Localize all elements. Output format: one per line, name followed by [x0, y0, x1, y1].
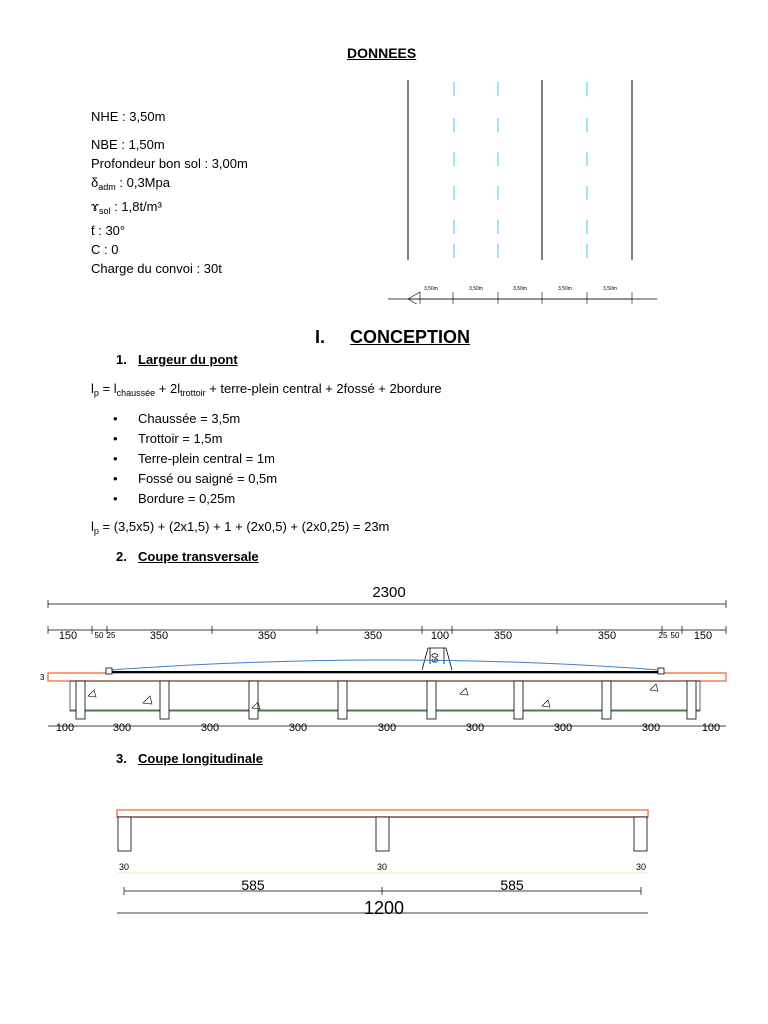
nbe-value: NBE : 1,50m [91, 137, 165, 152]
subsection-title: Largeur du pont [138, 352, 238, 367]
width-result: $l_p = (3,5x5) + (2x1,5) + 1 + (2x0,5) + (2x0,25) = 23m$ [91, 519, 390, 536]
width-items-list [91, 409, 277, 509]
lane-label: 3,50m [603, 286, 617, 292]
cohesion-value: C : 0 [91, 242, 119, 257]
cross-section-drawing [40, 578, 732, 738]
bottom-dim: 300 [200, 722, 220, 734]
support-dim: 30 [376, 862, 388, 872]
subsection-title: Coupe longitudinale [138, 751, 263, 766]
donnees-title: DONNEES [347, 45, 417, 61]
top-dim: 350 [493, 630, 513, 642]
subsection-number: 3. [116, 751, 127, 766]
support-dim: 30 [635, 862, 647, 872]
road-plan-sketch [385, 78, 660, 304]
total-width-dim: 2300 [372, 584, 406, 601]
section-title: CONCEPTION [350, 327, 471, 347]
top-dim: 350 [597, 630, 617, 642]
subsection-number: 2. [116, 549, 127, 564]
span-dim: 585 [500, 877, 524, 893]
convoi-value: Charge du convoi : 30t [91, 261, 222, 276]
support-dim: 30 [118, 862, 130, 872]
top-dim: 25 [658, 631, 668, 640]
section-number: I. [315, 327, 326, 347]
list-item: • Bordure = 0,25m [91, 489, 277, 509]
total-length-dim: 1200 [363, 898, 405, 918]
top-dim: 25 [106, 631, 116, 640]
gamma-sol-value: ɤ$_{sol}$ : 1,8t/m³ [91, 199, 162, 216]
top-dim: 350 [257, 630, 277, 642]
lane-label: 3,50m [469, 286, 483, 292]
list-item: • Chaussée = 3,5m [91, 409, 277, 429]
phi-value: ƭ : 30° [91, 223, 126, 238]
donnees-list [91, 107, 248, 278]
longitudinal-section-drawing [110, 800, 660, 922]
bottom-dim: 300 [465, 722, 485, 734]
top-dim: 350 [149, 630, 169, 642]
lane-label: 3,50m [513, 286, 527, 292]
subsection-number: 1. [116, 352, 127, 367]
subsection-title: Coupe transversale [138, 549, 259, 564]
lane-label: 3,50m [424, 286, 438, 292]
nhe-value: NHE : 3,50m [91, 109, 166, 124]
top-dim: 150 [58, 630, 78, 642]
bottom-dim: 100 [701, 722, 721, 734]
bottom-dim: 300 [641, 722, 661, 734]
bottom-dim: 300 [553, 722, 573, 734]
top-dim: 150 [693, 630, 713, 642]
side-dim: 3 [40, 673, 45, 682]
width-formula: $l_p = l_{chaussée} + 2l_{trottoir}$ + terre-plein central + 2fossé + 2bordure [91, 381, 442, 398]
list-item: • Fossé ou saigné = 0,5m [91, 469, 277, 489]
top-dim: 100 [430, 630, 450, 642]
bottom-dim: 300 [288, 722, 308, 734]
bottom-dim: 100 [55, 722, 75, 734]
lane-label: 3,50m [558, 286, 572, 292]
top-dim: 50 [94, 631, 104, 640]
sigma-adm-value: $\delta_{adm}$ : 0,3Mpa [91, 175, 170, 192]
list-item: • Trottoir = 1,5m [91, 429, 277, 449]
median-height-dim: 60 [430, 652, 440, 664]
top-dim: 50 [670, 631, 680, 640]
profondeur-value: Profondeur bon sol : 3,00m [91, 156, 248, 171]
bottom-dim: 300 [377, 722, 397, 734]
top-dim: 350 [363, 630, 383, 642]
span-dim: 585 [241, 877, 265, 893]
list-item: • Terre-plein central = 1m [91, 449, 277, 469]
bottom-dim: 300 [112, 722, 132, 734]
